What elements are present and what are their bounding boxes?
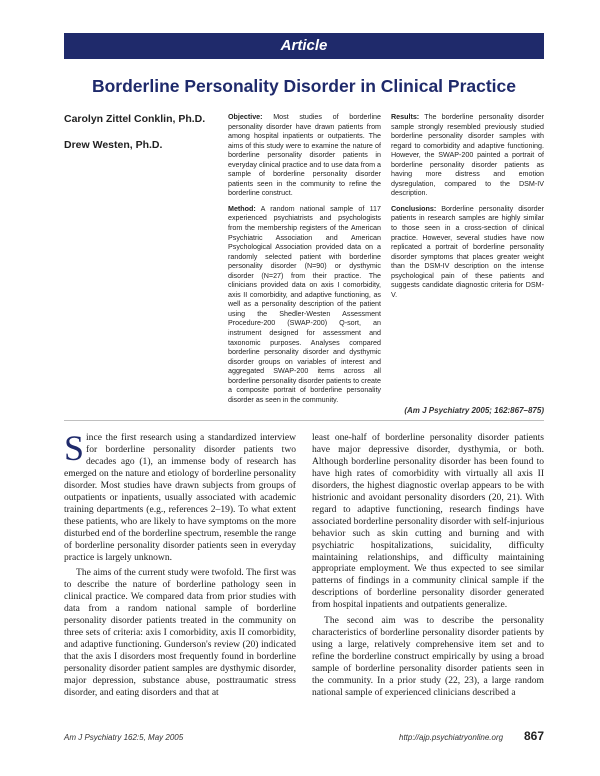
- author-name: Carolyn Zittel Conklin, Ph.D.: [64, 113, 206, 125]
- article-section-banner: Article: [64, 33, 544, 59]
- abstract-conclusions-text: Borderline personality disorder patients in research samples are highly similar to those seen in a cross-section of clinical practice. However, several studies have now replicated a portrait of borderline personality disorder symptoms that places greater weight than the DSM-IV description on the intense psychological pain of these patients and suggests candidate diagnostic criteria for DSM-V.: [391, 204, 544, 299]
- abstract-results-text: The borderline personality disorder sample strongly resembled previously studied borderline personality disorder samples with regard to comorbidity and adaptive functioning. However, the SWAP-200 painted a portrait of borderline personality disorder patients as having more distress and emotion dysregulation, compared to the DSM-IV description.: [391, 113, 545, 198]
- citation: (Am J Psychiatry 2005; 162:867–875): [404, 406, 544, 415]
- author-list: [64, 113, 214, 165]
- journal-url[interactable]: http://ajp.psychiatryonline.org: [399, 733, 504, 742]
- abstract-results-label: Results:: [391, 113, 420, 121]
- abstract-column-right: [391, 113, 544, 306]
- abstract-conclusions-label: Conclusions:: [391, 204, 437, 213]
- body-paragraph-text: ince the first research using a standardized interview for borderline personality disorder patients two decades ago (1), an immense body of research has emerged on the nature and etiology of borderline personality disorder. Most studies have drawn subjects from groups of outpatients or inpatients, usually associated with academic training departments (e.g., references 2–19). To what extent these patients, who are likely to have symptoms on the more disturbed end of the borderline spectrum, resemble the range of borderline personality disorder patients seen in everyday practice is largely unknown.: [64, 432, 296, 563]
- author-name: Drew Westen, Ph.D.: [64, 139, 163, 151]
- abstract-results: [391, 113, 544, 199]
- article-title: Borderline Personality Disorder in Clinical Practice: [91, 76, 517, 96]
- journal-reference: Am J Psychiatry 162:5, May 2005: [64, 733, 184, 742]
- page-number: 867: [523, 729, 544, 743]
- drop-cap: S: [64, 428, 85, 468]
- body-paragraph: The second aim was to describe the personality characteristics of borderline personality disorder patients by using a large, relatively comprehensive item set and to refine the borderline construct empirically by using a broad sample of borderline personality disorder patients seen in the community. In a prior study (22, 23), a large random national sample of experienced clinicians described a: [312, 615, 544, 699]
- section-divider: [64, 420, 544, 421]
- body-column-right: [312, 432, 544, 703]
- abstract-column-left: [228, 113, 381, 411]
- body-paragraph: [64, 428, 296, 563]
- abstract-method: [228, 205, 381, 405]
- abstract-objective-label: Objective:: [228, 113, 263, 121]
- abstract-conclusions: [391, 205, 544, 300]
- body-column-left: [64, 428, 296, 703]
- abstract-objective: [228, 113, 381, 199]
- abstract-objective-text: Most studies of borderline personality disorder have drawn patients from among hospital inpatients or outpatients. The aims of this study were to examine the nature of borderline personality disorder patients in everyday clinical practice and to use data from a sample of borderline personality disorder patients seen in the community to refine the borderline construct.: [228, 113, 382, 198]
- abstract-method-label: Method:: [228, 204, 256, 213]
- body-paragraph: least one-half of borderline personality disorder patients have major depressive disorder, dysthymia, or both. Although borderline personality disorder has been found to have high rates of comorbidity with virtually all axis II disorders, the highest diagnostic overlap appears to be with histrionic and avoidant personality disorders (20, 21). With regard to adaptive functioning, research findings have associated borderline personality disorder with self-injurious behavior such as skin cutting and burning and with psychiatric hospitalizations, suicidality, difficulty maintaining relationships, and difficulty maintaining appropriate employment. We thus expected to see similar patterns of findings in a community clinical sample if the descriptions of borderline personality disorder generated from hospital inpatients and outpatients generalize.: [312, 432, 544, 611]
- abstract-method-text: A random national sample of 117 experienced psychiatrists and psychologists from the membership registers of the American Psychiatric Association and American Psychological Association provided data on a randomly selected patient with borderline personality disorder (N=90) or dysthymic disorder (N=27) from their practice. The clinicians provided data on axis I comorbidity, axis II comorbidity, and adaptive functioning, as well as a personality description of the patient using the Shedler-Westen Assessment Procedure-200 (SWAP-200) Q-sort, an instrument designed for assessment and taxonomic purposes. Analyses compared borderline personality disorder and dysthymic disorder groups on variables of interest and aggregated SWAP-200 items across all borderline personality disorder patients to create a composite portrait of borderline personality disorder as seen in the community.: [228, 204, 381, 404]
- body-paragraph: The aims of the current study were twofold. The first was to describe the nature of borderline pathology seen in clinical practice. We compared data from prior studies with data from a random national sample of borderline personality disorder patients treated in the community on three sets of criteria: axis I comorbidity, axis II comorbidity, and adaptive functioning. Gunderson's review (20) indicated that the axis I disorders most frequently found in borderline personality disorder patient samples are dysthymic disorder, major depression, substance abuse, posttraumatic stress disorder, and eating disorders and that at: [64, 567, 296, 699]
